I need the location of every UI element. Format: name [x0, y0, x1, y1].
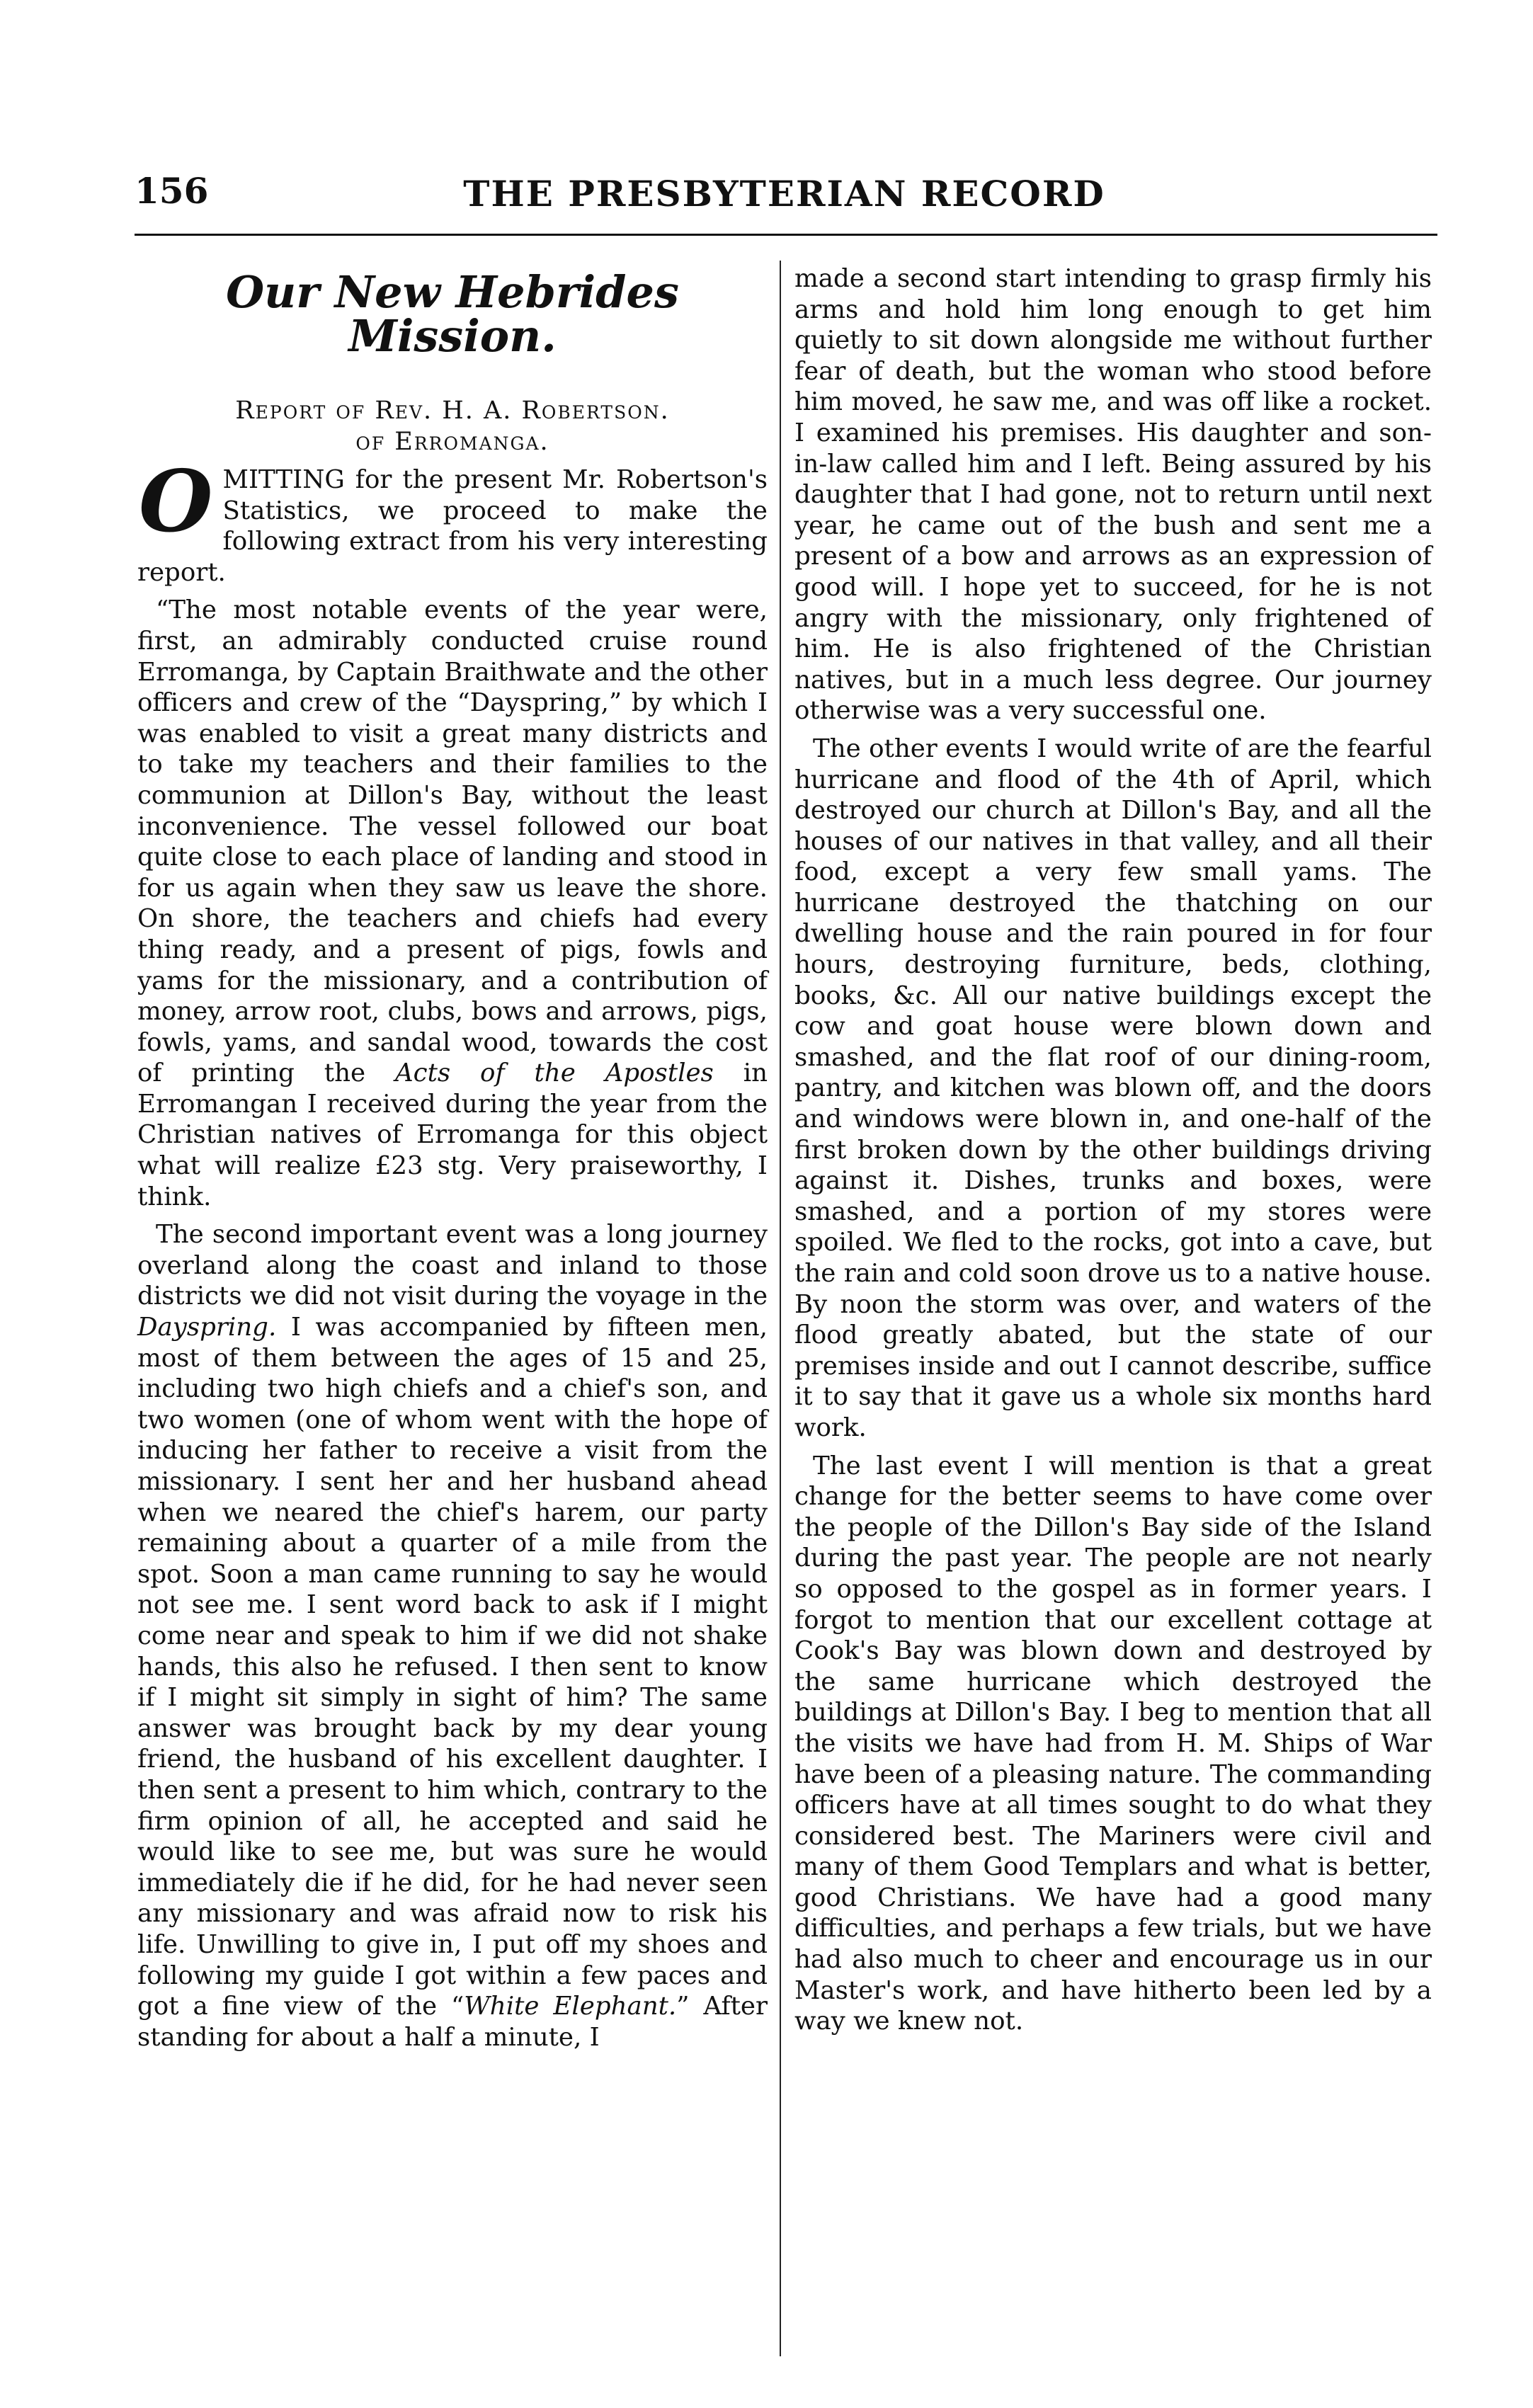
- nickname: White Elephant.: [464, 1992, 677, 2021]
- right-column: [794, 263, 1432, 2037]
- report-heading: Report of Rev. H. A. Robertson.: [235, 396, 670, 425]
- intro-text: MITTING for the present Mr. Robertson's Statistics, we proceed to make the following extract from his very interesting report.: [137, 465, 768, 587]
- left-column: [137, 263, 768, 2053]
- paragraph-change: The last event I will mention is that a great change for the better seems to have come over the people of the Dillon's Bay side of the Island during the past year. The people are not nearly so opposed to the gospel as in former years. I forgot to mention that our excellent cottage at Cook's Bay was blown down and destroyed by the same hurricane which destroyed the buildings at Dillon's Bay. I beg to mention that all the visits we have had from H. M. Ships of War have been of a pleasing nature. The commanding officers have at all times sought to do what they considered best. The Mariners were civil and many of them Good Templars and what is better, good Christians. We have had a good many difficulties, and perhaps a few trials, but we have had also much to cheer and encourage us in our Master's work, and have hitherto been led by a way we knew not.: [794, 1451, 1432, 2036]
- header-rule: [135, 234, 1437, 236]
- page-header: [135, 170, 1434, 227]
- drop-cap: O: [139, 452, 213, 552]
- book-title: Acts of the Apostles: [394, 1059, 714, 1088]
- paragraph-text: “The most notable events of the year were, first, an admirably conducted cruise round Erromanga, by Captain Braithwate and the other officers and crew of the “Dayspring,” by which I was enabled to visit a great many districts and to take my teachers and their families to the communion at Dillon's Bay, without the least inconvenience. The vessel followed our boat quite close to each place of landing and stood in for us again when they saw us leave the shore. On shore, the teachers and chiefs had every thing ready, and a present of pigs, fowls and yams for the missionary, and a contribution of money, arrow root, clubs, bows and arrows, pigs, fowls, yams, and sandal wood, towards the cost of printing the: [137, 595, 768, 1088]
- paragraph-overland-journey: [137, 1219, 768, 2053]
- ship-name: Dayspring.: [137, 1313, 277, 1342]
- intro-paragraph: [137, 452, 768, 588]
- paragraph-hurricane: The other events I would write of are the fearful hurricane and flood of the 4th of April, which destroyed our church at Dillon's Bay, and all the houses of our natives in that valley, and all their food, except a very few small yams. The hurricane destroyed the thatching on our dwelling house and the rain poured in for four hours, destroying furniture, beds, clothing, books, &c. All our native buildings except the cow and goat house were blown down and smashed, and the flat roof of our dining-room, pantry, and kitchen was blown off, and the doors and windows were blown in, and one-half of the first broken down by the other buildings driving against it. Dishes, trunks and boxes, were smashed, and a portion of my stores were spoiled. We fled to the rocks, got into a cave, but the rain and cold soon drove us to a native house. By noon the storm was over, and waters of the flood greatly abated, but the state of our premises inside and out I cannot describe, suffice it to say that it gave us a whole six months hard work.: [794, 734, 1432, 1442]
- section-title: Our New Hebrides Mission.: [226, 266, 679, 362]
- paragraph-text: I was accompanied by fifteen men, most of them between the ages of 15 and 25, including two high chiefs and a chief's son, and two women (one of whom went with the hope of inducing her father to receive a visit from the missionary. I sent her and her husband ahead when we neared the chief's harem, our party remaining about a quarter of a mile from the spot. Soon a man came running to say he would not see me. I sent word back to ask if I might come near and speak to him if we did not shake hands, this also he refused. I then sent to know if I might sit simply in sight of him? The same answer was brought back by my dear young friend, the husband of his excellent daughter. I then sent a present to him which, contrary to the firm opinion of all, he accepted and said he would like to see me, but was sure he would immediately die if he did, for he had never seen any missionary and was afraid now to risk his life. Unwilling to give in, I put off my shoes and following my guide I got within a few paces and got a fine view of the “: [137, 1313, 768, 2021]
- page-number: 156: [135, 170, 209, 212]
- paragraph-text: The second important event was a long journey overland along the coast and inland to those districts we did not visit during the voyage in the: [137, 1220, 768, 1311]
- paragraph-text: ” After standing for about a half a minute, I: [137, 1992, 768, 2052]
- report-subheading: of Erromanga.: [355, 428, 549, 456]
- running-title: THE PRESBYTERIAN RECORD: [463, 173, 1105, 215]
- paragraph-continued: made a second start intending to grasp firmly his arms and hold him long enough to get him quietly to sit down alongside me without further fear of death, but the woman who stood before him moved, he saw me, and was off like a rocket. I examined his premises. His daughter and son-in-law called him and I left. Being assured by his daughter that I had gone, not to return until next year, he came out of the bush and sent me a present of a bow and arrows as an expression of good will. I hope yet to succeed, for he is not angry with the missionary, only frightened of him. He is also frightened of the Christian natives, but in a much less degree. Our journey otherwise was a very successful one.: [794, 264, 1432, 726]
- column-divider: [780, 261, 781, 2356]
- paragraph-text: in Erromangan I received during the year from the Christian natives of Erromanga for this object what will realize £23 stg. Very praiseworthy, I think.: [137, 1059, 768, 1211]
- paragraph-notable-events: [137, 595, 768, 1212]
